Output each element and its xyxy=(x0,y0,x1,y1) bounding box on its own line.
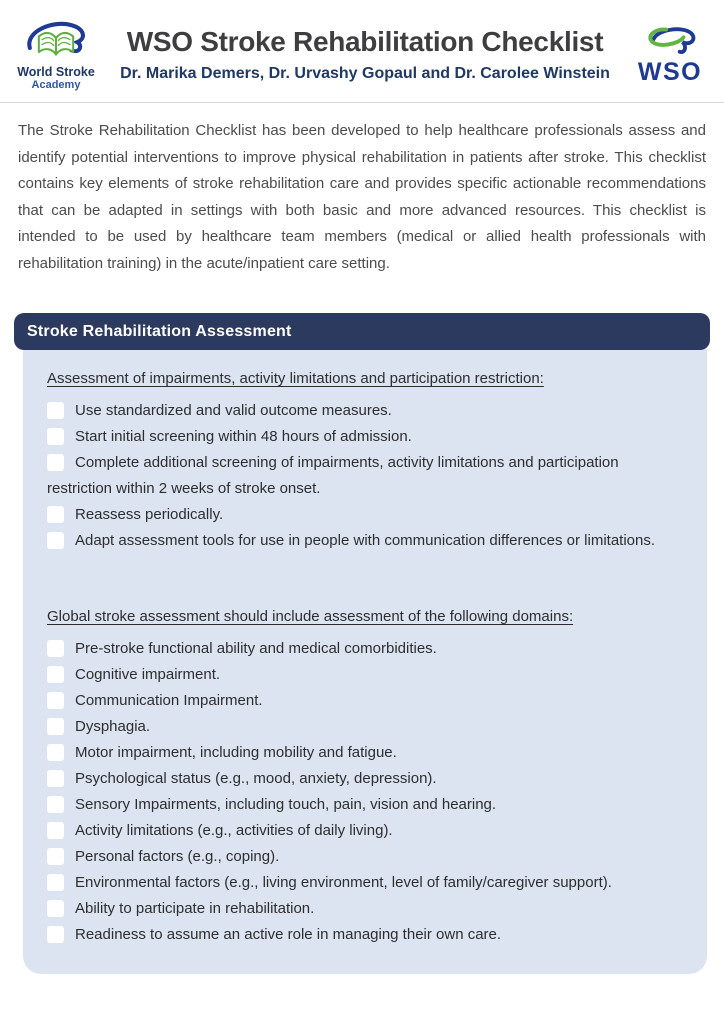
checklist-item-label: Personal factors (e.g., coping). xyxy=(75,848,280,865)
checklist-item-label: Readiness to assume an active role in managing their own care. xyxy=(75,926,502,943)
checklist-item xyxy=(47,398,681,424)
checkbox-icon[interactable] xyxy=(47,506,64,523)
checklist-item-label: Environmental factors (e.g., living environment, level of family/caregiver support). xyxy=(75,874,612,891)
checklist-group-heading: Assessment of impairments, activity limitations and participation restriction: xyxy=(47,370,544,387)
checklist-item-label: Motor impairment, including mobility and fatigue. xyxy=(75,744,397,761)
checkbox-icon[interactable] xyxy=(47,640,64,657)
checklist-group xyxy=(47,636,681,948)
checklist-item xyxy=(47,662,681,688)
checklist-item-label: Use standardized and valid outcome measures. xyxy=(75,402,392,419)
checkbox-icon[interactable] xyxy=(47,532,64,549)
checklist-item xyxy=(47,818,681,844)
checklist-item xyxy=(47,740,681,766)
authors-line: Dr. Marika Demers, Dr. Urvashy Gopaul and Dr. Carolee Winstein xyxy=(120,65,610,82)
checkbox-icon[interactable] xyxy=(47,848,64,865)
checklist-item-label: Psychological status (e.g., mood, anxiety, depression). xyxy=(75,770,437,787)
wsa-logo-text-line1: World Stroke xyxy=(17,65,95,79)
checklist-group-heading: Global stroke assessment should include assessment of the following domains: xyxy=(47,608,574,625)
checklist-item xyxy=(47,922,681,948)
checkbox-icon[interactable] xyxy=(47,428,64,445)
world-stroke-academy-logo xyxy=(10,14,102,91)
world-stroke-academy-book-icon xyxy=(20,18,92,68)
checklist-item xyxy=(47,688,681,714)
checklist-group xyxy=(47,398,681,554)
checklist-item-label: Dysphagia. xyxy=(75,718,151,735)
wso-logo-text: WSO xyxy=(637,58,703,86)
checklist-item xyxy=(47,766,681,792)
wsa-logo-text-line2: Academy xyxy=(31,79,81,91)
checkbox-icon[interactable] xyxy=(47,796,64,813)
checklist-item-label: Adapt assessment tools for use in people with communication differences or limitations. xyxy=(75,532,656,549)
checklist-item xyxy=(47,636,681,662)
checkbox-icon[interactable] xyxy=(47,874,64,891)
checklist-item xyxy=(47,792,681,818)
title-block xyxy=(102,14,628,83)
checklist-item xyxy=(47,450,681,502)
checklist-item xyxy=(47,870,681,896)
checklist-item-label: Complete additional screening of impairments, activity limitations and participation restriction within 2 weeks of stroke onset. xyxy=(47,454,619,497)
checklist-item-label: Cognitive impairment. xyxy=(75,666,221,683)
checklist-item xyxy=(47,424,681,450)
page-title: WSO Stroke Rehabilitation Checklist xyxy=(126,26,604,57)
checkbox-icon[interactable] xyxy=(47,402,64,419)
checklist-item xyxy=(47,844,681,870)
checklist-panel xyxy=(23,349,707,974)
checklist-item xyxy=(47,502,681,528)
checkbox-icon[interactable] xyxy=(47,718,64,735)
checklist-item-label: Start initial screening within 48 hours of admission. xyxy=(75,428,412,445)
checklist-item xyxy=(47,714,681,740)
checklist-item-label: Ability to participate in rehabilitation. xyxy=(75,900,315,917)
checkbox-icon[interactable] xyxy=(47,770,64,787)
assessment-section xyxy=(0,313,724,974)
checklist-item-label: Pre-stroke functional ability and medical comorbidities. xyxy=(75,640,437,657)
checkbox-icon[interactable] xyxy=(47,744,64,761)
checklist-item-label: Sensory Impairments, including touch, pain, vision and hearing. xyxy=(75,796,497,813)
checkbox-icon[interactable] xyxy=(47,454,64,471)
checkbox-icon[interactable] xyxy=(47,926,64,943)
checklist-item xyxy=(47,528,681,554)
checkbox-icon[interactable] xyxy=(47,666,64,683)
section-title: Stroke Rehabilitation Assessment xyxy=(27,323,292,340)
checkbox-icon[interactable] xyxy=(47,900,64,917)
wso-logo xyxy=(628,14,712,84)
section-header xyxy=(14,313,710,350)
checklist-item-label: Communication Impairment. xyxy=(75,692,263,709)
checkbox-icon[interactable] xyxy=(47,822,64,839)
checkbox-icon[interactable] xyxy=(47,692,64,709)
checklist-item xyxy=(47,896,681,922)
intro-paragraph: The Stroke Rehabilitation Checklist has been developed to help healthcare professionals assess and identify potential interventions to improve physical rehabilitation in patients after stroke. This checklist contains key elements of stroke rehabilitation care and provides specific actionable recommendations that can be adapted in settings with both basic and more advanced resources. This checklist is intended to be used by healthcare team members (medical or allied health professionals with rehabilitation training) in the acute/inpatient care setting. xyxy=(18,122,706,272)
checklist-item-label: Reassess periodically. xyxy=(75,506,224,523)
checklist-item-label: Activity limitations (e.g., activities of daily living). xyxy=(75,822,393,839)
page-header xyxy=(0,0,724,103)
